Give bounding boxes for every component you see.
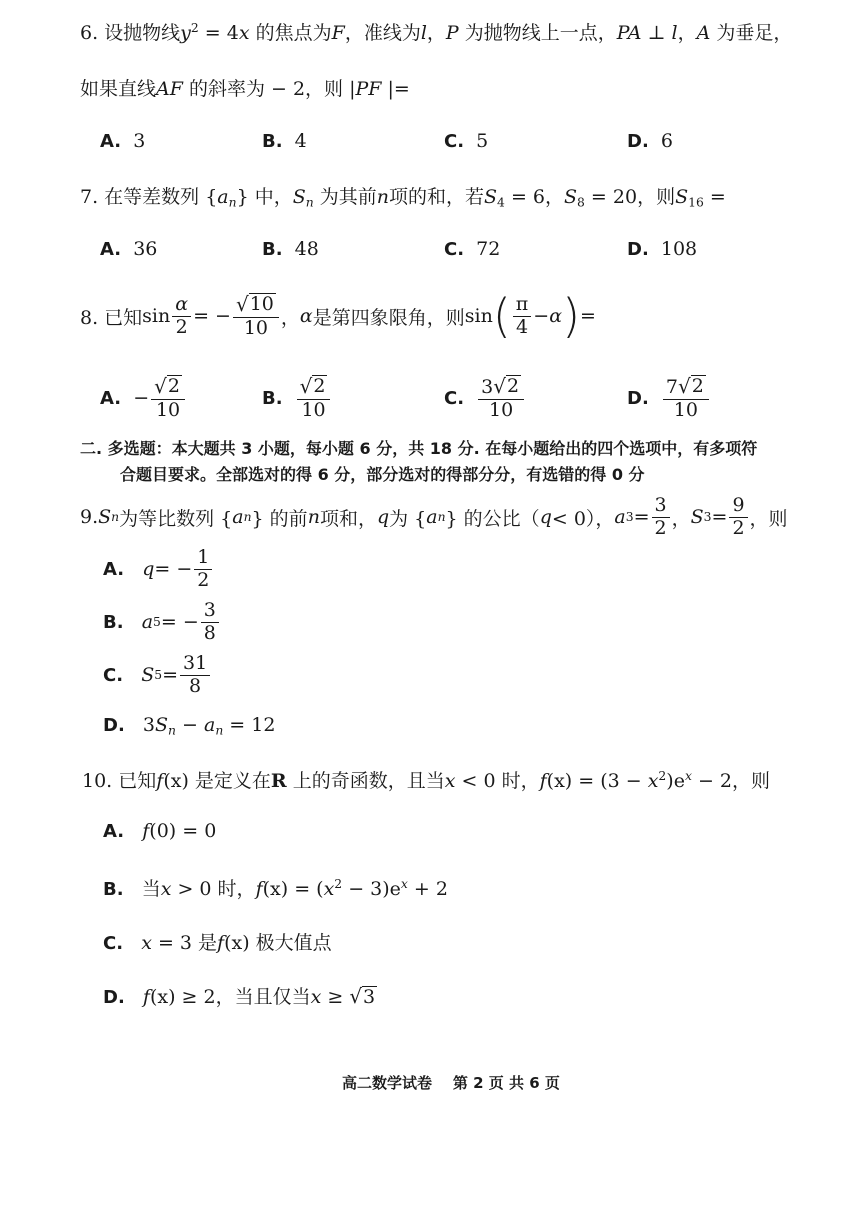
option-label: B. bbox=[103, 611, 124, 633]
option-label: C. bbox=[444, 131, 465, 152]
denominator: 10 bbox=[489, 398, 514, 421]
sqrt-symbol: √ 2 bbox=[677, 374, 704, 399]
subscript: n bbox=[111, 510, 120, 524]
denominator: 10 bbox=[155, 398, 181, 421]
var-S: S bbox=[690, 506, 704, 528]
q8-option-a bbox=[100, 370, 187, 426]
denominator: 10 bbox=[673, 398, 698, 421]
q6-eq: = 4 bbox=[198, 22, 239, 44]
sqrt-symbol: √ 2 bbox=[493, 374, 520, 399]
q6-text: ， bbox=[426, 22, 446, 44]
option-eq: = − bbox=[154, 558, 193, 580]
option-value: 4 bbox=[294, 130, 307, 152]
denominator: 2 bbox=[197, 568, 210, 591]
q8-eq: = − bbox=[193, 305, 231, 327]
subscript: 5 bbox=[153, 615, 161, 629]
option-label: A. bbox=[103, 821, 125, 842]
subscript: 8 bbox=[577, 195, 585, 210]
var-q: q bbox=[142, 558, 155, 580]
question-6-line-1 bbox=[80, 18, 792, 45]
numerator: 9 bbox=[729, 496, 747, 518]
page-footer bbox=[342, 1072, 560, 1093]
option-label: B. bbox=[103, 879, 124, 900]
option-value: 36 bbox=[133, 238, 158, 260]
option-fraction bbox=[201, 598, 219, 644]
subscript: n bbox=[215, 723, 224, 738]
q9-text: < 0）， bbox=[551, 507, 615, 530]
var-f: f bbox=[142, 820, 150, 842]
q7-option-a bbox=[100, 238, 157, 260]
coefficient: 3 bbox=[481, 376, 494, 399]
q10-text: < 0 时， bbox=[455, 770, 540, 792]
exponent: x bbox=[684, 769, 692, 784]
var-S: S bbox=[292, 186, 306, 208]
var-a: a bbox=[426, 506, 438, 528]
var-x: x bbox=[160, 878, 172, 900]
q7-text: 为其前 bbox=[313, 186, 377, 208]
page-number: 第 2 页 共 6 页 bbox=[452, 1074, 560, 1092]
option-label: C. bbox=[103, 933, 124, 954]
var-S: S bbox=[155, 714, 169, 736]
q6-text: 的焦点为 bbox=[249, 22, 332, 44]
numerator: 1 bbox=[194, 548, 212, 570]
option-text: ≥ 2，当且仅当 bbox=[175, 986, 311, 1008]
var-S: S bbox=[564, 186, 578, 208]
coefficient: 7 bbox=[665, 376, 678, 399]
option-label: D. bbox=[103, 715, 125, 736]
exponent: 2 bbox=[190, 21, 199, 36]
var-PF: PF bbox=[355, 78, 382, 100]
q9-text: } 的公比（ bbox=[445, 507, 540, 530]
var-a: a bbox=[203, 714, 216, 736]
q6-option-b bbox=[262, 130, 307, 152]
q9-text: 项和， bbox=[319, 507, 377, 530]
var-f: f bbox=[142, 986, 150, 1008]
option-label: D. bbox=[627, 387, 649, 409]
option-text: > 0 时， bbox=[171, 878, 256, 900]
denominator: 2 bbox=[175, 315, 188, 338]
option-label: A. bbox=[103, 558, 125, 580]
var-x: x bbox=[310, 986, 322, 1008]
q9-eq: = bbox=[711, 506, 728, 528]
option-fraction bbox=[194, 545, 212, 591]
q6-text: 为抛物线上一点， bbox=[458, 22, 617, 44]
var-F: F bbox=[331, 22, 345, 44]
fn-arg: (x) bbox=[163, 770, 189, 792]
q6-text: |= bbox=[381, 78, 410, 100]
sin-function: sin bbox=[464, 305, 493, 327]
var-alpha: α bbox=[549, 305, 563, 327]
denominator: 4 bbox=[516, 315, 529, 338]
option-value: 5 bbox=[476, 130, 489, 152]
var-a: a bbox=[141, 611, 154, 633]
var-q: q bbox=[539, 506, 552, 528]
q9-text: ， bbox=[671, 507, 691, 530]
real-numbers-symbol: R bbox=[270, 770, 287, 792]
subscript: 4 bbox=[497, 195, 505, 210]
var-P: P bbox=[445, 22, 459, 44]
q10-text: 上的奇函数，且当 bbox=[286, 770, 445, 792]
option-text: (0) = 0 bbox=[149, 820, 217, 842]
option-fraction bbox=[297, 375, 331, 421]
option-fraction bbox=[180, 651, 210, 697]
option-fraction bbox=[663, 375, 709, 421]
q6-text: ， bbox=[677, 22, 697, 44]
var-S: S bbox=[141, 664, 155, 686]
var-f: f bbox=[217, 932, 225, 954]
var-x: x bbox=[238, 22, 250, 44]
var-x: x bbox=[647, 770, 659, 792]
q10-text: 10. 已知 bbox=[82, 770, 157, 792]
exponent: 2 bbox=[334, 877, 343, 892]
option-text: 极大值点 bbox=[249, 932, 332, 954]
q6-text: 为垂足， bbox=[710, 22, 793, 44]
fn-arg: (x) bbox=[546, 770, 573, 792]
subscript: n bbox=[168, 723, 176, 738]
var-S: S bbox=[98, 506, 112, 528]
numerator: 3 bbox=[201, 601, 219, 623]
minus-sign: − bbox=[175, 714, 204, 736]
q8-option-c bbox=[444, 370, 526, 426]
var-x: x bbox=[323, 878, 335, 900]
var-l: l bbox=[420, 22, 427, 44]
option-value: 108 bbox=[660, 238, 698, 260]
option-label: B. bbox=[262, 239, 283, 260]
q7-text: = 20，则 bbox=[584, 186, 676, 208]
q9-option-a bbox=[103, 544, 214, 594]
footer-title: 高二数学试卷 bbox=[342, 1074, 433, 1092]
subscript: n bbox=[437, 510, 446, 524]
sqrt-symbol: √ 3 bbox=[349, 984, 376, 1009]
var-a: a bbox=[232, 506, 244, 528]
subscript: n bbox=[305, 195, 314, 210]
sin-function: sin bbox=[142, 305, 171, 327]
option-eq: = − bbox=[160, 611, 199, 633]
q9-text: 为 { bbox=[389, 507, 427, 530]
q9-text: 9. bbox=[80, 506, 99, 528]
var-x: x bbox=[141, 932, 152, 954]
var-alpha: α bbox=[299, 305, 313, 327]
perp-symbol: ⊥ bbox=[641, 22, 672, 44]
option-label: A. bbox=[100, 239, 122, 260]
q7-text: 项的和，若 bbox=[389, 186, 485, 208]
fraction-3-over-2 bbox=[652, 493, 670, 539]
option-sign: − bbox=[133, 387, 150, 409]
q9-option-c bbox=[103, 650, 212, 700]
section-2-line-1: 二. 多选题：本大题共 3 小题，每小题 6 分，共 18 分. 在每小题给出的四个选项中，有多项符 bbox=[80, 439, 758, 458]
numerator: α bbox=[172, 295, 191, 317]
q7-option-c bbox=[444, 238, 500, 260]
exponent: 2 bbox=[658, 769, 667, 784]
option-text: ≥ bbox=[321, 986, 350, 1008]
q7-option-b bbox=[262, 238, 319, 260]
option-label: D. bbox=[627, 131, 649, 152]
option-fraction bbox=[151, 375, 185, 421]
q8-text: 是第四象限角，则 bbox=[312, 306, 465, 329]
var-S: S bbox=[675, 186, 689, 208]
right-paren: ) bbox=[562, 289, 581, 343]
var-y: y bbox=[180, 22, 191, 44]
denominator: 2 bbox=[654, 516, 667, 539]
q9-option-d bbox=[103, 714, 275, 738]
option-label: B. bbox=[262, 131, 283, 152]
q7-text: 7. 在等差数列 { bbox=[80, 186, 218, 208]
coefficient: 3 bbox=[142, 714, 155, 736]
subscript: 3 bbox=[625, 510, 634, 524]
option-label: D. bbox=[103, 987, 125, 1008]
section-2-line-2: 合题目要求。全部选对的得 6 分，部分选对的得部分分，有选错的得 0 分 bbox=[120, 465, 645, 484]
q7-text: = bbox=[703, 186, 726, 208]
option-eq: = 12 bbox=[223, 714, 276, 736]
fraction-9-over-2 bbox=[729, 493, 747, 539]
denominator: 8 bbox=[189, 674, 202, 697]
subscript: 3 bbox=[703, 510, 712, 524]
var-a: a bbox=[614, 506, 626, 528]
q10-text: )e bbox=[666, 770, 685, 792]
q9-option-b bbox=[103, 597, 221, 647]
var-A: A bbox=[696, 22, 711, 44]
q9-text: ，则 bbox=[749, 507, 788, 530]
option-text: = 3 是 bbox=[151, 932, 218, 954]
var-n: n bbox=[307, 506, 320, 528]
option-fraction bbox=[478, 375, 524, 421]
q6-text: 如果直线 bbox=[80, 78, 157, 100]
question-6-line-2 bbox=[80, 74, 410, 101]
var-a: a bbox=[217, 186, 229, 208]
option-label: C. bbox=[444, 239, 465, 260]
var-S: S bbox=[484, 186, 498, 208]
exponent: x bbox=[400, 877, 408, 892]
question-7-stem bbox=[80, 182, 726, 210]
radicand: 3 bbox=[363, 986, 376, 1009]
question-9-stem bbox=[80, 492, 788, 542]
option-label: B. bbox=[262, 387, 283, 409]
option-label: D. bbox=[627, 239, 649, 260]
minus-sign: − bbox=[533, 305, 550, 327]
subscript: 16 bbox=[688, 195, 704, 210]
q8-text: 8. 已知 bbox=[80, 306, 143, 329]
option-value: 48 bbox=[294, 238, 319, 260]
q10-option-a bbox=[103, 820, 216, 842]
q7-text: = 6， bbox=[504, 186, 564, 208]
q6-text: 的斜率为 − 2，则 | bbox=[182, 78, 356, 100]
fraction-alpha-over-2 bbox=[172, 292, 191, 338]
option-label: C. bbox=[103, 664, 124, 686]
option-label: A. bbox=[100, 387, 122, 409]
subscript: n bbox=[243, 510, 252, 524]
option-label: A. bbox=[100, 131, 122, 152]
var-PA: PA bbox=[616, 22, 642, 44]
sqrt-symbol: √ 2 bbox=[154, 374, 180, 399]
q9-eq: = bbox=[633, 506, 650, 528]
q6-option-c bbox=[444, 130, 488, 152]
q10-option-b bbox=[103, 874, 448, 901]
fn-arg: (x) bbox=[224, 932, 250, 954]
question-10-stem bbox=[82, 766, 770, 793]
q10-option-d bbox=[103, 982, 377, 1009]
denominator: 8 bbox=[203, 621, 216, 644]
q6-stem-text: 6. 设抛物线 bbox=[80, 22, 181, 44]
option-text: 当 bbox=[141, 878, 161, 900]
sqrt-symbol: √ 2 bbox=[299, 374, 326, 399]
option-label: C. bbox=[444, 387, 465, 409]
radicand: 2 bbox=[167, 375, 180, 398]
fraction-sqrt10-over-10 bbox=[233, 293, 279, 339]
option-value: 3 bbox=[133, 130, 146, 152]
fn-arg: (x) bbox=[149, 986, 176, 1008]
q9-text: } 的前 bbox=[251, 507, 308, 530]
numerator: π bbox=[513, 295, 532, 317]
radicand: 2 bbox=[691, 375, 704, 398]
q6-text: ，准线为 bbox=[344, 22, 421, 44]
radicand: 10 bbox=[249, 293, 274, 316]
q8-option-b bbox=[262, 370, 332, 426]
subscript: 5 bbox=[154, 668, 163, 682]
left-paren: ( bbox=[492, 289, 511, 343]
option-text: + 2 bbox=[407, 878, 448, 900]
radicand: 2 bbox=[506, 375, 520, 398]
q9-text: 为等比数列 { bbox=[119, 507, 233, 530]
var-f: f bbox=[156, 770, 164, 792]
q10-option-c bbox=[103, 928, 332, 955]
q7-option-d bbox=[627, 238, 697, 260]
var-l: l bbox=[671, 22, 678, 44]
var-f: f bbox=[539, 770, 547, 792]
q10-text: − 2，则 bbox=[691, 770, 771, 792]
question-8-stem bbox=[80, 288, 596, 344]
sqrt-symbol: √ 10 bbox=[235, 292, 274, 317]
q8-option-d bbox=[627, 370, 711, 426]
denominator: 10 bbox=[243, 316, 269, 339]
fraction-pi-over-4 bbox=[513, 292, 532, 338]
option-value: 6 bbox=[660, 130, 673, 152]
q6-option-d bbox=[627, 130, 673, 152]
numerator: 3 bbox=[652, 496, 670, 518]
subscript: n bbox=[228, 195, 237, 210]
q10-text: 是定义在 bbox=[188, 770, 271, 792]
var-AF: AF bbox=[156, 78, 183, 100]
option-text: = ( bbox=[288, 878, 324, 900]
option-value: 72 bbox=[476, 238, 501, 260]
denominator: 10 bbox=[301, 398, 326, 421]
fn-arg: (x) bbox=[262, 878, 289, 900]
section-2-heading bbox=[80, 436, 757, 488]
var-f: f bbox=[255, 878, 263, 900]
var-x: x bbox=[444, 770, 456, 792]
q6-option-a bbox=[100, 130, 145, 152]
numerator: 31 bbox=[180, 654, 210, 676]
radicand: 2 bbox=[313, 375, 326, 398]
var-q: q bbox=[376, 506, 390, 528]
denominator: 2 bbox=[732, 516, 745, 539]
q10-text: = (3 − bbox=[572, 770, 648, 792]
q8-text: ， bbox=[280, 306, 300, 329]
q7-text: } 中， bbox=[236, 186, 293, 208]
option-eq: = bbox=[162, 664, 178, 686]
option-text: − 3)e bbox=[342, 878, 401, 900]
var-n: n bbox=[376, 186, 389, 208]
q8-text: = bbox=[580, 305, 596, 327]
